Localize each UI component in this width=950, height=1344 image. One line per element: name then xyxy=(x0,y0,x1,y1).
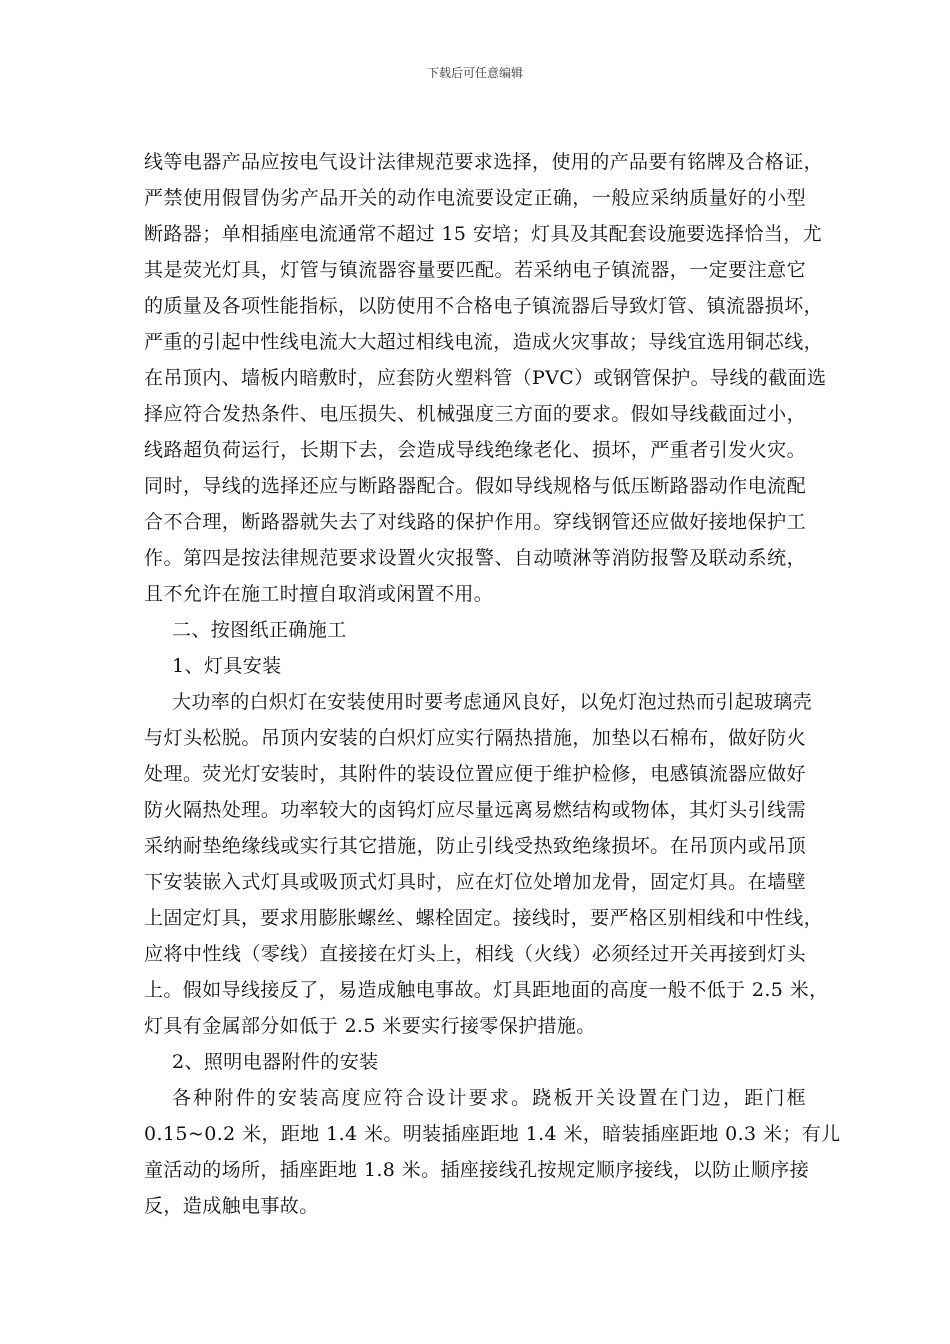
text-line: 择应符合发热条件、电压损失、机械强度三方面的要求。假如导线截面过小， xyxy=(144,403,806,425)
page-header: 下载后可任意编辑 xyxy=(426,66,523,80)
text-line: 应将中性线（零线）直接接在灯头上，相线（火线）必须经过开关再接到灯头 xyxy=(144,943,806,965)
text-line: 严禁使用假冒伪劣产品开关的动作电流要设定正确，一般应采纳质量好的小型 xyxy=(144,187,806,209)
text-line: 与灯头松脱。吊顶内安装的白炽灯应实行隔热措施，加垫以石棉布，做好防火 xyxy=(144,727,806,749)
text-line: 大功率的白炽灯在安装使用时要考虑通风良好，以免灯泡过热而引起玻璃壳 xyxy=(172,691,813,713)
text-line: 断路器；单相插座电流通常不超过 15 安培；灯具及其配套设施要选择恰当，尤 xyxy=(144,223,823,245)
text-line: 在吊顶内、墙板内暗敷时，应套防火塑料管（PVC）或钢管保护。导线的截面选 xyxy=(144,367,827,389)
text-line: 反，造成触电事故。 xyxy=(144,1195,319,1217)
text-line: 严重的引起中性线电流大大超过相线电流，造成火灾事故；导线宜选用铜芯线， xyxy=(144,331,824,353)
text-line: 上。假如导线接反了，易造成触电事故。灯具距地面的高度一般不低于 2.5 米， xyxy=(144,979,829,1001)
text-line: 合不合理，断路器就失去了对线路的保护作用。穿线钢管还应做好接地保护工 xyxy=(144,511,806,533)
text-line: 2、照明电器附件的安装 xyxy=(172,1051,379,1073)
text-line: 防火隔热处理。功率较大的卤钨灯应尽量远离易燃结构或物体，其灯头引线需 xyxy=(144,799,806,821)
text-line: 童活动的场所，插座距地 1.8 米。插座接线孔按规定顺序接线，以防止顺序接 xyxy=(144,1159,810,1181)
text-line: 同时，导线的选择还应与断路器配合。假如导线规格与低压断路器动作电流配 xyxy=(144,475,806,497)
text-line: 的质量及各项性能指标，以防使用不合格电子镇流器后导致灯管、镇流器损坏， xyxy=(144,295,824,317)
text-line: 且不允许在施工时擅自取消或闲置不用。 xyxy=(144,583,494,605)
text-line: 0.15~0.2 米，距地 1.4 米。明装插座距地 1.4 米，暗装插座距地 0.3 米；有儿 xyxy=(144,1123,841,1145)
text-line: 灯具有金属部分如低于 2.5 米要实行接零保护措施。 xyxy=(144,1015,596,1037)
text-line: 上固定灯具，要求用膨胀螺丝、螺栓固定。接线时，要严格区别相线和中性线， xyxy=(144,907,824,929)
text-line: 1、灯具安装 xyxy=(172,655,282,677)
text-line: 线等电器产品应按电气设计法律规范要求选择，使用的产品要有铭牌及合格证， xyxy=(144,151,824,173)
text-line: 各种附件的安装高度应符合设计要求。跷板开关设置在门边，距门框 xyxy=(172,1087,806,1109)
text-line: 作。第四是按法律规范要求设置火灾报警、自动喷淋等消防报警及联动系统， xyxy=(144,547,806,569)
text-line: 二、按图纸正确施工 xyxy=(172,619,347,641)
text-line: 采纳耐垫绝缘线或实行其它措施，防止引线受热致绝缘损坏。在吊顶内或吊顶 xyxy=(144,835,806,857)
text-line: 线路超负荷运行，长期下去，会造成导线绝缘老化、损坏，严重者引发火灾。 xyxy=(144,439,806,461)
text-line: 下安装嵌入式灯具或吸顶式灯具时，应在灯位处增加龙骨，固定灯具。在墙壁 xyxy=(144,871,806,893)
text-line: 处理。荧光灯安装时，其附件的装设位置应便于维护检修，电感镇流器应做好 xyxy=(144,763,806,785)
text-line: 其是荧光灯具，灯管与镇流器容量要匹配。若采纳电子镇流器，一定要注意它 xyxy=(144,259,806,281)
